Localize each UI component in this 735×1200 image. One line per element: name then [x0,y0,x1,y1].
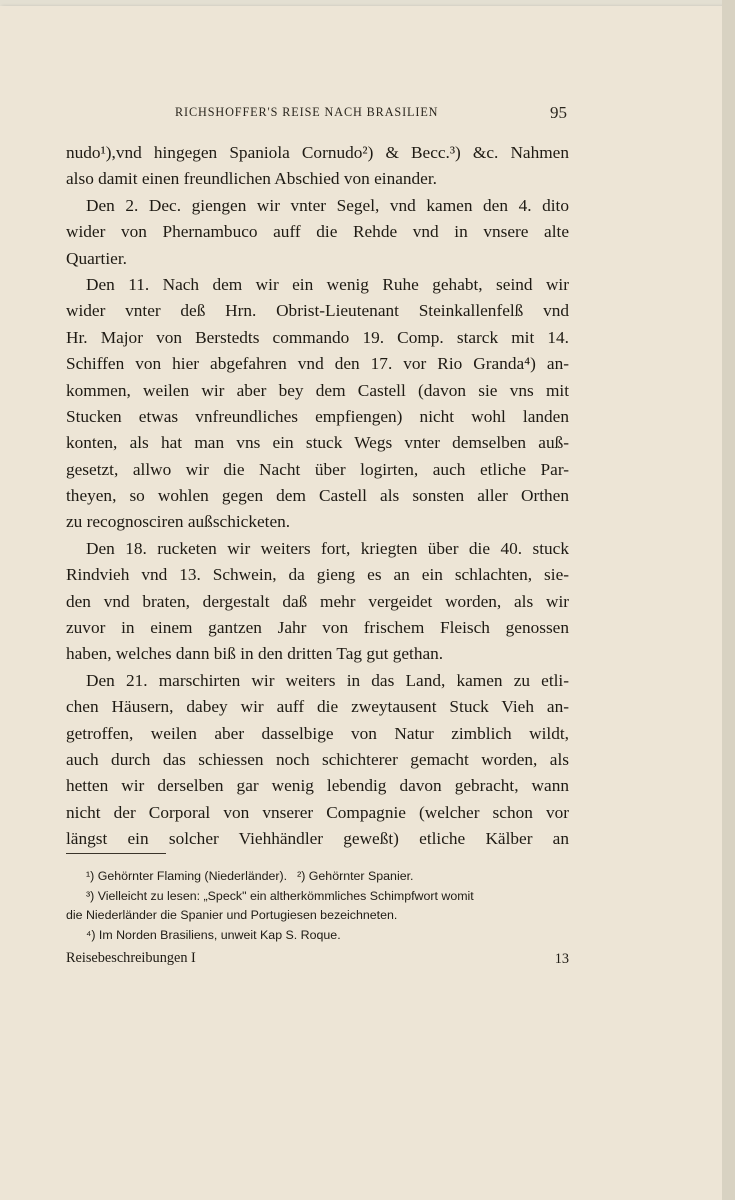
text-line: Quartier. [66,248,127,268]
text-line: zu recognosciren außschicketen. [66,512,291,532]
text-line: wider von Phernambuco auff die Rehde vnd in vnsere alte [66,222,569,242]
text-line: also damit einen freundlichen Abschied von einander. [66,169,437,189]
signature-number: 13 [554,951,569,967]
text-line: haben, welches dann biß in den dritten Tag gut gethan. [66,644,444,664]
body-text [66,140,569,853]
text-line: den vnd braten, dergestalt daß mehr vergeidet worden, als wir [66,591,569,611]
footnote-line [66,867,569,887]
page-edge [722,0,735,1200]
text-line: konten, als hat man vns ein stuck Wegs vnter demselben auß- [66,433,569,453]
text-line: gesetzt, allwo wir die Nacht über logirten, auch etliche Par- [66,459,569,479]
footnote-1: ¹) Gehörnter Flaming (Niederländer). [86,869,288,883]
text-line: getroffen, weilen aber dasselbige von Natur zimblich wildt, [66,723,569,743]
text-line: längst ein solcher Viehhändler geweßt) etliche Kälber an [66,829,569,849]
text-line: Hr. Major von Berstedts commando 19. Comp. starck mit 14. [66,327,569,347]
signature-line [66,950,569,972]
footnote-divider [66,853,166,854]
footnotes [66,867,569,945]
signature-title: Reisebeschreibungen I [66,950,196,966]
book-page [0,6,724,1200]
text-line: Schiffen von hier abgefahren vnd den 17. vor Rio Granda⁴) an- [66,354,569,374]
text-line: hetten wir derselben gar wenig lebendig davon gebracht, wann [66,776,569,796]
footnote-3-continuation: die Niederländer die Spanier und Portugiesen bezeichneten. [66,908,398,923]
text-line: Den 18. rucketen wir weiters fort, kriegten über die 40. stuck [86,538,569,558]
text-line: nudo¹),vnd hingegen Spaniola Cornudo²) & Becc.³) &c. Nahmen [66,143,569,162]
page-number: 95 [550,103,567,122]
text-line: Den 21. marschirten wir weiters in das Land, kamen zu etli- [86,670,569,690]
text-line: Stucken etwas vnfreundliches empfiengen) nicht wohl landen [66,406,569,426]
text-line: nicht der Corporal von vnserer Compagnie (welcher schon vor [66,802,569,822]
text-line: theyen, so wohlen gegen dem Castell als sonsten aller Orthen [66,486,569,506]
text-line: Den 11. Nach dem wir ein wenig Ruhe gehabt, seind wir [86,274,569,294]
text-line: Rindvieh vnd 13. Schwein, da gieng es an ein schlachten, sie- [66,565,569,585]
page-header [175,103,570,127]
footnote-3: ³) Vielleicht zu lesen: „Speck" ein altherkömmliches Schimpfwort womit [86,888,474,903]
text-line: wider vnter deß Hrn. Obrist-Lieutenant Steinkallenfelß vnd [66,301,569,321]
text-line: Den 2. Dec. giengen wir vnter Segel, vnd kamen den 4. dito [86,195,569,215]
footnote-2: ²) Gehörnter Spanier. [297,869,414,883]
running-title: RICHSHOFFER'S REISE NACH BRASILIEN [175,105,439,119]
footnote-4: ⁴) Im Norden Brasiliens, unweit Kap S. Roque. [86,927,341,942]
text-line: chen Häusern, dabey wir auff die zweytausent Stuck Vieh an- [66,697,569,717]
text-line: kommen, weilen wir aber bey dem Castell (davon sie vns mit [66,380,569,400]
text-line: zuvor in einem gantzen Jahr von frischem Fleisch genossen [66,618,569,638]
text-line: auch durch das schiessen noch schichterer gemacht worden, als [66,749,569,769]
